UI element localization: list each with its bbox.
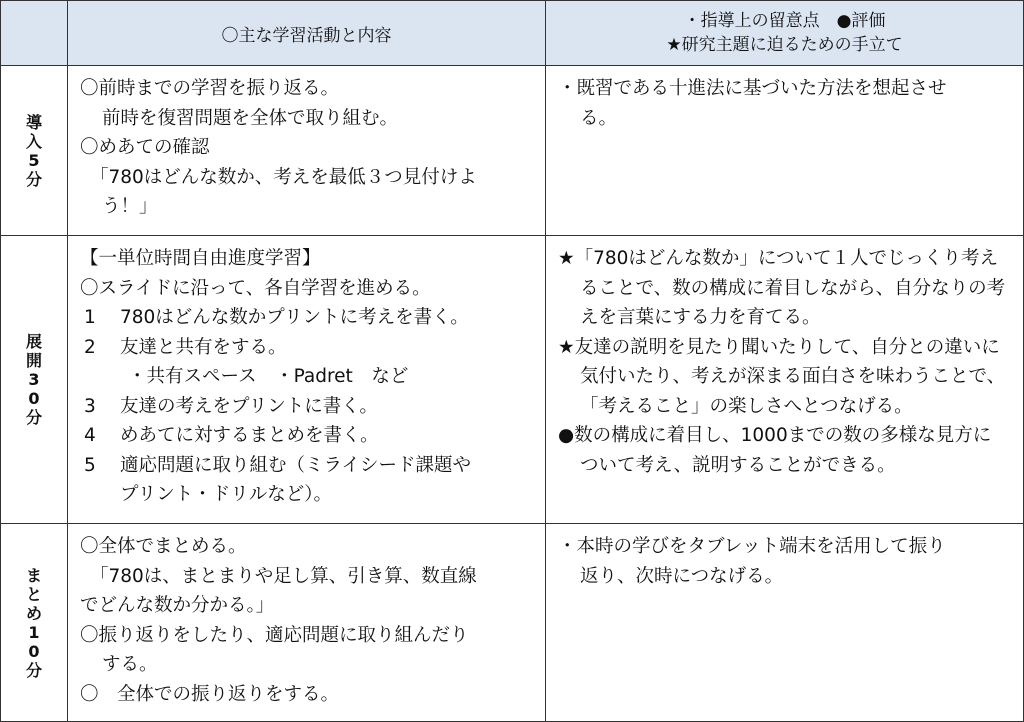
step-text: 友達の考えをプリントに書く。 [120, 395, 378, 417]
point-line: ・既習である十進法に基づいた方法を想起させ [558, 78, 947, 99]
activity-line: う！」 [102, 196, 158, 217]
activity-line: する。 [102, 654, 158, 675]
step-text: 780はどんな数かプリントに考えを書く。 [120, 307, 469, 328]
row-summary [1, 524, 1024, 722]
activity-line: 〇スライドに沿って、各自学習を進める。 [80, 277, 431, 299]
activity-line: 〇 全体での振り返りをする。 [80, 683, 340, 705]
step-item [80, 303, 535, 333]
step-text: 友達と共有をする。 [120, 336, 287, 358]
activity-line: 「780は、まとまりや足し算、引き算、数直線 [90, 565, 477, 587]
step-text-continued: プリント・ドリルなど）。 [120, 484, 333, 505]
point-item: ★「780はどんな数か」について１人でじっくり考えることで、数の構成に着目しながら、自分なりの考えを言葉にする力を育てる。 [558, 248, 1006, 328]
row-development [1, 236, 1024, 524]
point-line: 返り、次時につなげる。 [580, 565, 784, 587]
points-introduction [546, 66, 1024, 236]
activity-line: でどんな数か分かる。」 [80, 595, 275, 616]
header-points [546, 1, 1024, 66]
activity-line: 〇めあての確認 [80, 137, 210, 158]
step-number: 5 [84, 454, 96, 476]
stage-cell-introduction [1, 66, 68, 236]
stage-label: 導入5分 [25, 112, 42, 189]
activities-development [68, 236, 546, 524]
activity-line: 〇前時までの学習を振り返る。 [80, 78, 340, 99]
activity-line: 〇全体でまとめる。 [80, 536, 247, 557]
step-item [80, 421, 535, 451]
header-points-line1: ・指導上の留意点 ●評価 [683, 11, 886, 31]
header-row [1, 1, 1024, 66]
step-item [80, 451, 535, 481]
step-number: 1 [84, 307, 96, 328]
step-number: 4 [84, 425, 96, 446]
points-summary [546, 524, 1024, 722]
step-text: 適応問題に取り組む（ミライシード課題や [120, 454, 471, 476]
activity-line: 前時を復習問題を全体で取り組む。 [102, 107, 399, 129]
step-number: 3 [84, 395, 96, 417]
step-item [80, 392, 535, 422]
activity-line: 【一単位時間自由進度学習】 [80, 248, 321, 269]
stage-label: まとめ10分 [25, 565, 42, 680]
points-development [546, 236, 1024, 524]
point-item: ●数の構成に着目し、1000までの数の多様な見方について考え、説明することができる。 [558, 425, 992, 476]
point-line: る。 [580, 107, 618, 129]
step-text: めあてに対するまとめを書く。 [120, 425, 379, 446]
header-stage-cell [1, 1, 68, 66]
stage-cell-development [1, 236, 68, 524]
header-points-line2: ★研究主題に迫るための手立て [666, 35, 903, 55]
step-item [80, 333, 535, 363]
activities-introduction [68, 66, 546, 236]
header-activities: 〇主な学習活動と内容 [68, 1, 546, 66]
activity-line: 「780はどんな数か、考えを最低３つ見付けよ [90, 166, 477, 188]
point-line: ・本時の学びをタブレット端末を活用して振り [558, 536, 946, 557]
step-sub-text: ・共有スペース ・Padret など [128, 366, 409, 387]
activity-line: 〇振り返りをしたり、適応問題に取り組んだり [80, 624, 469, 646]
stage-cell-summary [1, 524, 68, 722]
point-item: ★友達の説明を見たり聞いたりして、自分との違いに気付いたり、考えが深まる面白さを味わうことで、「考えること」の楽しさへとつなげる。 [558, 336, 1006, 417]
step-number: 2 [84, 336, 96, 358]
stage-label: 展開30分 [25, 332, 42, 427]
activities-summary [68, 524, 546, 722]
row-introduction [1, 66, 1024, 236]
